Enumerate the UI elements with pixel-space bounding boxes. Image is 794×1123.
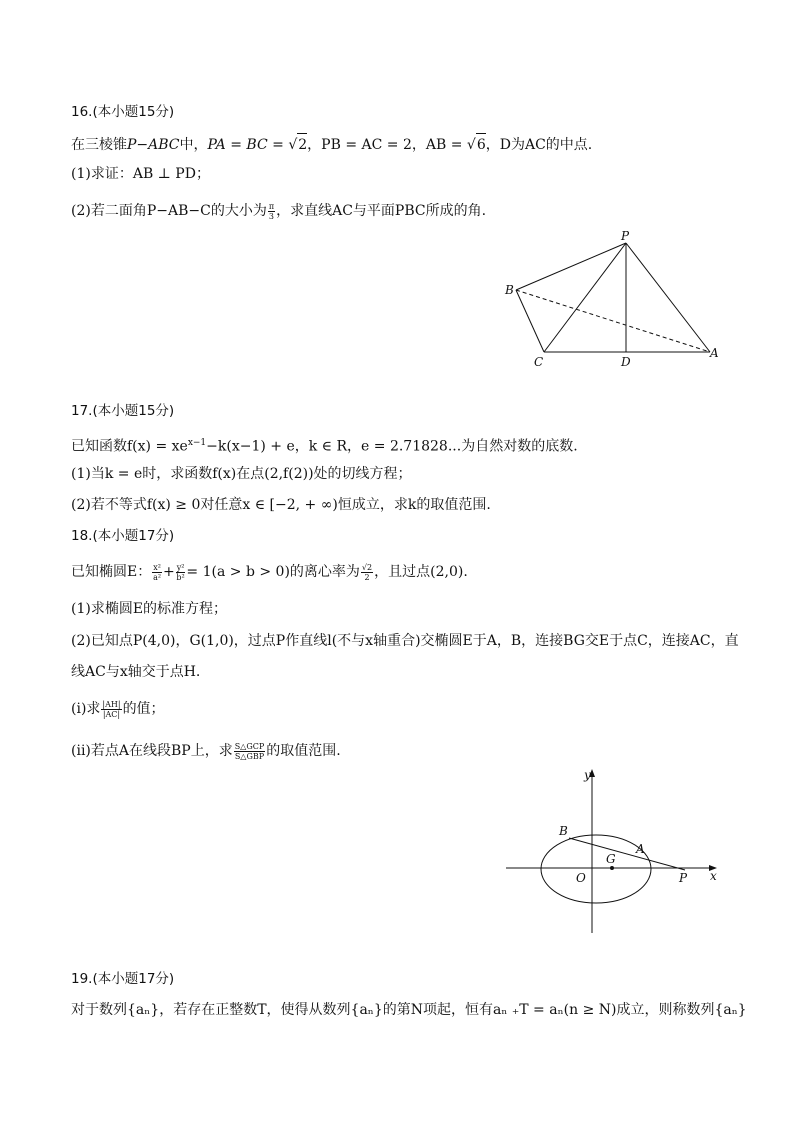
label-b: B (559, 824, 568, 838)
line-bp (569, 838, 685, 870)
q18-eccentricity-fraction (361, 563, 373, 582)
point-g (610, 866, 614, 870)
q18-part2-i (71, 698, 165, 720)
q16-part2 (71, 200, 486, 222)
q16-part2-text-a: (2)若二面角P−AB−C的大小为 (71, 203, 267, 219)
fraction-denominator: b² (176, 572, 185, 582)
q16-sqrt2: 2 (297, 133, 307, 156)
q18-y-fraction (176, 563, 186, 582)
fraction-denominator: S△GBP (234, 751, 265, 761)
edge-pa (626, 243, 710, 352)
fraction-denominator: 2 (364, 572, 370, 582)
fraction-numerator: S△GCP (234, 741, 265, 751)
sqrt-radicand: 2 (367, 562, 373, 572)
q16-tetrahedron-figure (500, 226, 730, 371)
q18-part2-i-text-a: (i)求 (71, 701, 101, 717)
q18-header: 18.(本小题17分) (71, 528, 175, 544)
q18-part2-line1: (2)已知点P(4,0)，G(1,0)，过点P作直线l(不与x轴重合)交椭圆E于A，B，连接BG交E于点C，连接AC，直 (71, 633, 739, 649)
fraction-numerator: π (268, 201, 275, 211)
label-d: D (621, 355, 631, 369)
label-y: y (584, 768, 591, 782)
q18-part2-ii-text-b: 的取值范围. (266, 743, 341, 759)
label-c: C (534, 355, 544, 369)
label-x: x (710, 869, 717, 883)
label-o: O (576, 871, 586, 885)
q18-area-fraction (234, 742, 266, 761)
q18-part2-ii-text-a: (ii)若点A在线段BP上，求 (71, 743, 233, 759)
edge-pb (516, 243, 626, 290)
sqrt-icon: √ (288, 137, 298, 153)
q18-stem-text-a: 已知椭圆E： (71, 564, 152, 580)
q16-stem-text-d: PA = BC = (207, 137, 289, 153)
q17-stem (71, 432, 578, 458)
label-b: B (505, 283, 514, 297)
sqrt-icon: √ (361, 562, 368, 572)
q19-stem: 对于数列{aₙ}，若存在正整数T，使得从数列{aₙ}的第N项起，恒有aₙ ₊T = aₙ(n ≥ N)成立，则称数列{aₙ} (71, 1002, 747, 1018)
q18-stem-text-b: = 1(a > b > 0)的离心率为 (186, 564, 360, 580)
q18-stem (71, 561, 468, 583)
q16-header: 16.(本小题15分) (71, 104, 175, 120)
q16-angle-fraction (268, 202, 275, 221)
fraction-denominator: |AC| (102, 709, 121, 719)
label-g: G (606, 852, 616, 866)
q16-part2-text-b: ，求直线AC与平面PBC所成的角. (276, 203, 487, 219)
q16-stem-text-c: 中， (179, 137, 208, 153)
q18-x-fraction (152, 563, 162, 582)
label-a: A (710, 346, 719, 360)
edge-bc (516, 290, 544, 352)
q16-sqrt6: 6 (476, 133, 486, 156)
q18-plus: + (162, 564, 175, 580)
q17-stem-text-a: 已知函数f(x) = xe (71, 438, 188, 455)
q17-part1: (1)当k = e时，求函数f(x)在点(2,f(2))处的切线方程； (71, 466, 412, 482)
label-p: P (621, 229, 630, 243)
q17-exponent: x−1 (187, 438, 207, 448)
label-p: P (679, 871, 688, 885)
q18-stem-text-c: ，且过点(2,0). (374, 564, 468, 580)
q18-part1: (1)求椭圆E的标准方程； (71, 601, 228, 617)
fraction-numerator: x² (153, 562, 161, 572)
label-a: A (636, 842, 645, 856)
q16-stem-text-f: ，PB = AC = 2，AB = (307, 137, 467, 153)
q18-part2-i-text-b: 的值； (122, 701, 165, 717)
q16-part1: (1)求证：AB ⊥ PD； (71, 166, 210, 182)
q16-stem-text-h: ，D为AC的中点. (485, 137, 593, 153)
q17-part2: (2)若不等式f(x) ≥ 0对任意x ∈ [−2, + ∞)恒成立，求k的取值范围. (71, 497, 491, 513)
edge-ba-hidden (516, 290, 710, 352)
sqrt-icon: √ (466, 137, 476, 153)
fraction-numerator (361, 563, 373, 573)
fraction-numerator: |AH| (102, 699, 121, 709)
fraction-numerator: y² (176, 562, 185, 572)
q18-ratio-fraction (101, 700, 121, 719)
q18-part2-ii (71, 740, 341, 762)
q16-stem-text-a: 在三棱锥 (71, 137, 127, 153)
fraction-denominator: 3 (268, 211, 274, 221)
q19-header: 19.(本小题17分) (71, 971, 175, 987)
edge-pc (544, 243, 626, 352)
q18-part2-line2: 线AC与x轴交于点H. (71, 664, 201, 680)
q16-stem (71, 133, 592, 156)
q17-header: 17.(本小题15分) (71, 403, 175, 419)
fraction-denominator: a² (153, 572, 162, 582)
q16-stem-text-b: P−ABC (127, 137, 180, 153)
q17-stem-text-b: −k(x−1) + e，k ∈ R，e = 2.71828...为自然对数的底数. (206, 438, 578, 455)
q18-ellipse-figure (500, 765, 730, 940)
